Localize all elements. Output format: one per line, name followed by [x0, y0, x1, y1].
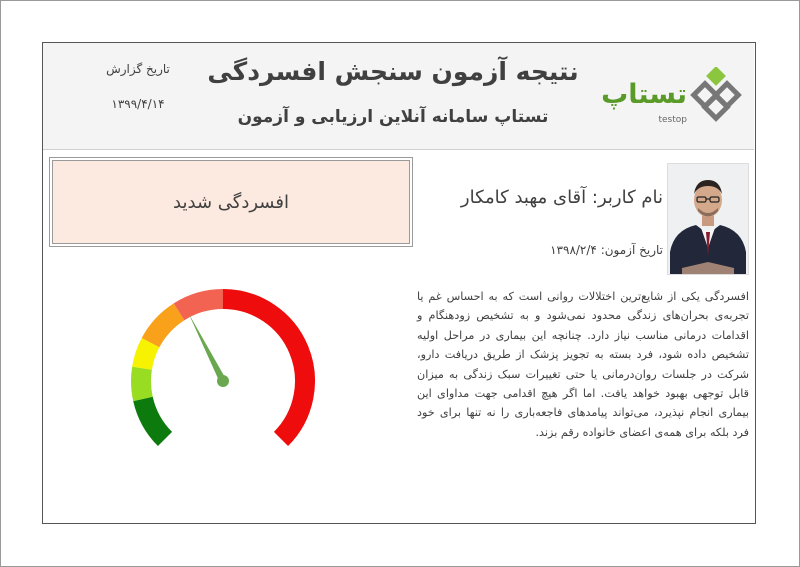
person-avatar-icon: [668, 164, 748, 274]
logo-mark-icon: [689, 67, 745, 123]
result-label: افسردگی شدید: [52, 160, 410, 244]
gauge-segment-very-low: [143, 399, 165, 439]
user-photo: [667, 163, 749, 275]
report-date-value: ۱۳۹۹/۴/۱۴: [111, 97, 165, 111]
severity-gauge: [113, 273, 333, 473]
report-card: [42, 42, 756, 524]
result-box: [49, 157, 413, 247]
report-header: [43, 43, 754, 150]
gauge-needle: [189, 313, 227, 382]
logo-wordmark: تستاپ: [601, 79, 687, 110]
report-date-label: تاریخ گزارش: [106, 62, 170, 76]
gauge-segment-severe: [223, 299, 305, 439]
testop-logo: [601, 61, 745, 131]
gauge-pivot: [217, 375, 229, 387]
description-text: افسردگی یکی از شایع‌ترین اختلالات روانی است که به احساس غم یا تجربه‌ی بحران‌های زندگی محدود نمی‌شود و به تشخیص زودهنگام و اقدامات درمانی مناسب نیاز دارد. چنانچه این بیماری در مراحل اولیه تشخیص داده شود، فرد بسته به تجویز پزشک از طریق دریافت دارو، شرکت در جلسات روان‌درمانی یا حتی تغییرات سبک زندگی به میزان قابل توجهی بهبود خواهد یافت. اما اگر هیچ اقدامی جهت مداوای این بیماری انجام نپذیرد، می‌تواند پیامدهای فاجعه‌باری را نه تنها برای خود فرد بلکه برای همه‌ی اعضای خانواده رقم بزند.: [417, 290, 749, 439]
gauge-segment-mild: [142, 343, 151, 369]
gauge-segment-high: [179, 299, 223, 312]
test-date: تاریخ آزمون: ۱۳۹۸/۲/۴: [550, 243, 663, 257]
gauge-segment-moderate: [151, 312, 180, 343]
page-title: نتیجه آزمون سنجش افسردگی: [207, 57, 579, 86]
logo-subtext: testop: [658, 115, 687, 125]
user-name: نام کاربر: آقای مهبد کامکار: [460, 187, 663, 208]
page-subtitle: تستاپ سامانه آنلاین ارزیابی و آزمون: [237, 107, 549, 127]
gauge-segment-low: [141, 368, 143, 399]
